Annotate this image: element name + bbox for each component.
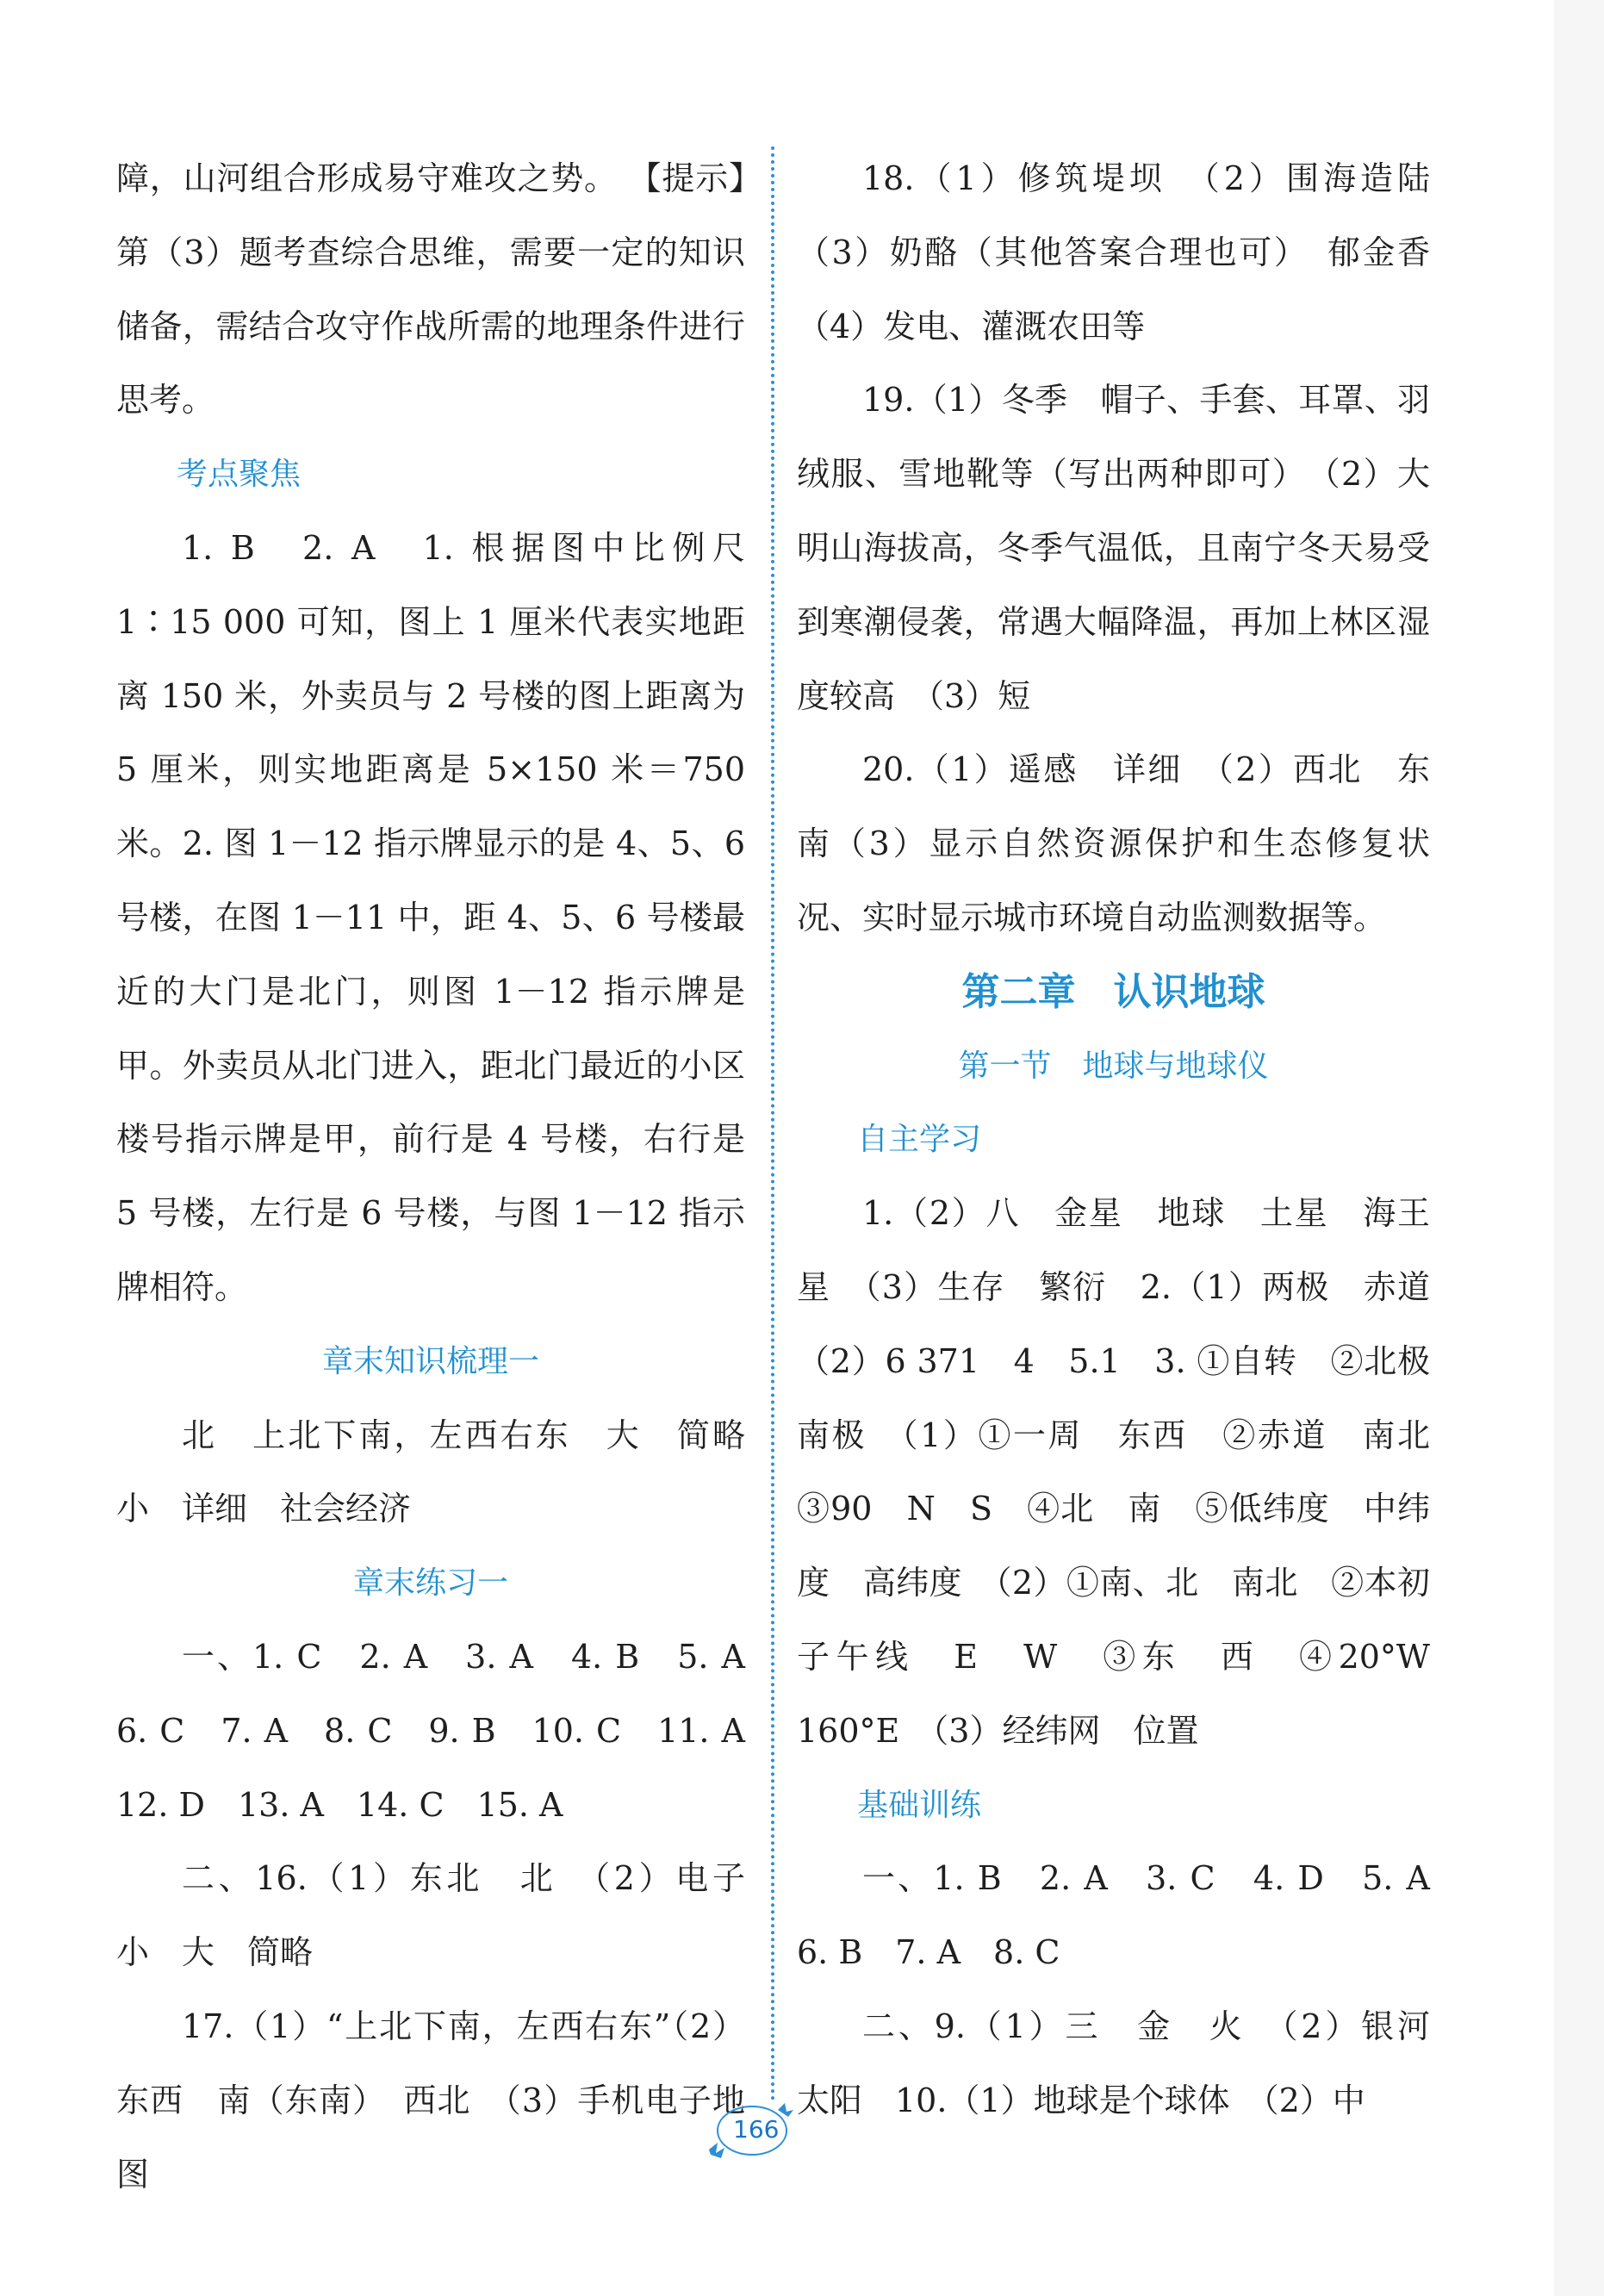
chapter-title: 第二章 认识地球 (961, 969, 1265, 1014)
paragraph: 19.（1）冬季 帽子、手套、耳罩、羽绒服、雪地靴等（写出两种即可） （2）大明山海拔高，冬季气温低，且南宁冬天易受到寒潮侵袭，常遇大幅降温，再加上林区湿度较高 （3）短 (797, 381, 1430, 715)
section-heading-zhangmo-zhishi: 章末知识梳理一 (321, 1343, 539, 1379)
paragraph: 障，山河组合形成易守难攻之势。 【提示】第（3）题考查综合思维，需要一定的知识储备，需结合攻守作战所需的地理条件进行思考。 (116, 159, 745, 420)
paragraph: 二、16.（1）东北 北 （2）电子 小 大 简略 (116, 1859, 779, 1972)
paragraph: 18.（1）修筑堤坝 （2）围海造陆（3）奶酪（其他答案合理也可） 郁金香（4）发电、灌溉农田等 (797, 159, 1430, 345)
page-number (702, 2089, 797, 2167)
paragraph: 17.（1）“上北下南，左西右东”（2）东西 南（东南） 西北 （3）手机电子地图 (116, 2007, 745, 2193)
column-divider (771, 146, 774, 2102)
section-heading-kaodian: 考点聚焦 (177, 457, 302, 493)
section-heading-jichu: 基础训练 (857, 1787, 982, 1823)
paragraph: 20.（1）遥感 详细 （2）西北 东南（3）显示自然资源保护和生态修复状况、实时显示城市环境自动监测数据等。 (797, 750, 1430, 936)
paragraph: 一、1. C 2. A 3. A 4. B 5. A 6. C 7. A 8. C 9. B 10. C 11. A 12. D 13. A 14. C 15. A (116, 1637, 779, 1824)
section-heading-zizhu: 自主学习 (857, 1122, 982, 1158)
paragraph: 1. B 2. A 1. 根据图中比例尺 1∶15 000 可知，图上 1 厘米代表实地距离 150 米，外卖员与 2 号楼的图上距离为 5 厘米，则实地距离是 5×150 米＝750 米。2. 图 1－12 指示牌显示的是 4、5、6 号楼，在图 1－11 中，距 4、5、6 号楼最近的大门是北门，则图 1－12 指示牌是甲。外卖员从北门进入，距北门最近的小区楼号指示牌是甲，前行是 4 号楼，右行是 5 号楼，左行是 6 号楼，与图 1－12 指示牌相符。 (116, 528, 745, 1306)
paragraph: 1.（2）八 金星 地球 土星 海王星 （3）生存 繁衍 2.（1）两极 赤道（2）6 371 4 5.1 3. ①自转 ②北极 南极 （1）①一周 东西 ②赤道 南北 ③90 N S ④北 南 ⑤低纬度 中纬度 高纬度 （2）①南、北 南北 ②本初子午线 E W ③东 西 ④20°W 160°E （3）经纬网 位置 (797, 1194, 1464, 1750)
section-title: 第一节 地球与地球仪 (958, 1048, 1269, 1084)
page-edge (1554, 0, 1604, 2296)
paragraph: 一、1. B 2. A 3. C 4. D 5. A 6. B 7. A 8. C (797, 1859, 1464, 1972)
page-number-text: 166 (733, 2115, 780, 2144)
paragraph: 北 上北下南，左西右东 大 简略 小 详细 社会经济 (116, 1416, 779, 1528)
right-column (797, 142, 1464, 2138)
section-heading-zhangmo-lianxi: 章末练习一 (352, 1565, 508, 1602)
paragraph: 二、9.（1）三 金 火 （2）银河 太阳 10.（1）地球是个球体 （2）中 (797, 2007, 1464, 2119)
